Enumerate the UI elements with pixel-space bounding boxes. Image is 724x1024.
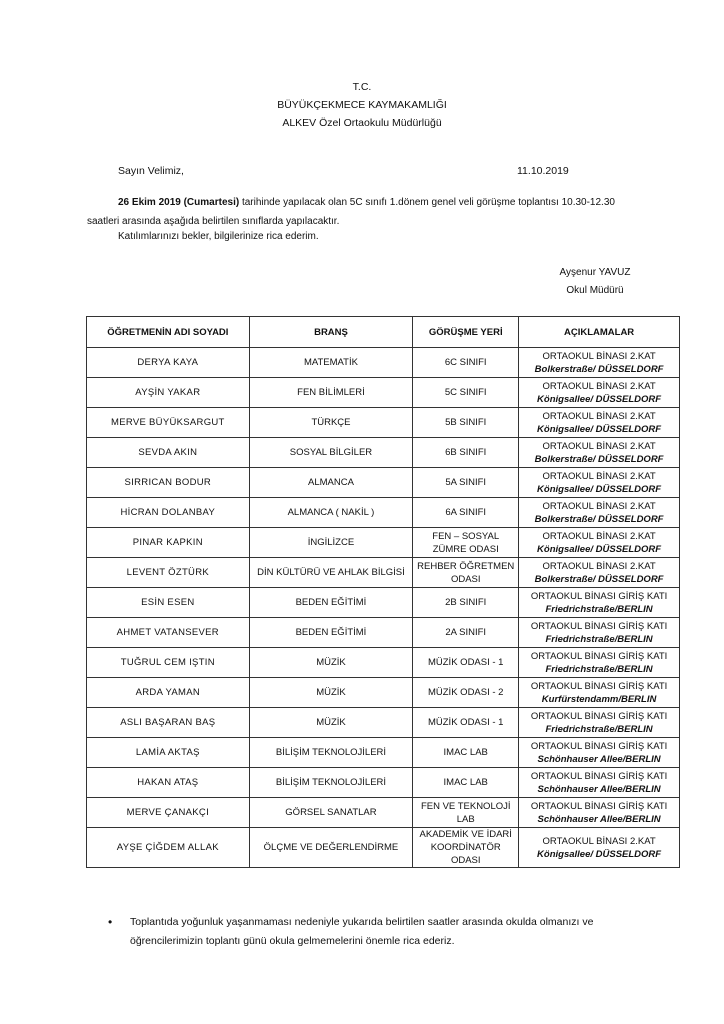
building-floor-text: ORTAOKUL BİNASI GİRİŞ KATI [530,650,668,662]
branch-cell: DİN KÜLTÜRÜ VE AHLAK BİLGİSİ [249,558,413,588]
meeting-place-cell: AKADEMİK VE İDARİ KOORDİNATÖR ODASI [413,828,519,868]
table-row [87,558,680,588]
branch-cell: SOSYAL BİLGİLER [249,438,413,468]
branch-cell: BİLİŞİM TEKNOLOJİLERİ [249,768,413,798]
building-floor-text: ORTAOKUL BİNASI GİRİŞ KATI [530,710,668,722]
table-row [87,528,680,558]
teacher-name-cell: ARDA YAMAN [87,678,250,708]
street-city-text: Friedrichstraße/BERLIN [545,723,653,735]
teacher-name-cell: AYŞİN YAKAR [87,378,250,408]
street-city-text: Königsallee/ DÜSSELDORF [537,483,662,495]
body-paragraph [87,193,627,231]
bullet-marker: • [108,915,113,929]
closing-line: Katılımlarınızı bekler, bilgilerinize rica ederim. [118,231,319,242]
building-floor-text: ORTAOKUL BİNASI GİRİŞ KATI [530,620,668,632]
branch-cell: ALMANCA ( NAKİL ) [249,498,413,528]
building-floor-text: ORTAOKUL BİNASI 2.KAT [542,530,656,542]
building-floor-text: ORTAOKUL BİNASI GİRİŞ KATI [530,680,668,692]
notes-cell [519,648,680,678]
teacher-name-cell: SIRRICAN BODUR [87,468,250,498]
branch-cell: BEDEN EĞİTİMİ [249,618,413,648]
building-floor-text: ORTAOKUL BİNASI 2.KAT [542,560,656,572]
meeting-place-cell: 5B SINIFI [413,408,519,438]
building-floor-text: ORTAOKUL BİNASI 2.KAT [542,350,656,362]
street-city-text: Königsallee/ DÜSSELDORF [537,393,662,405]
street-city-text: Schönhauser Allee/BERLIN [537,753,661,765]
branch-cell: GÖRSEL SANATLAR [249,798,413,828]
street-city-text: Friedrichstraße/BERLIN [545,603,653,615]
building-floor-text: ORTAOKUL BİNASI 2.KAT [542,380,656,392]
street-city-text: Königsallee/ DÜSSELDORF [537,848,662,860]
teacher-name-cell: LAMİA AKTAŞ [87,738,250,768]
meeting-place-cell: 5C SINIFI [413,378,519,408]
notes-cell [519,828,680,868]
letterhead-line-2: BÜYÜKÇEKMECE KAYMAKAMLIĞI [277,99,447,111]
table-row [87,468,680,498]
teacher-name-cell: HAKAN ATAŞ [87,768,250,798]
table-row [87,618,680,648]
signature-block [530,264,660,300]
branch-cell: TÜRKÇE [249,408,413,438]
meeting-date-bold: 26 Ekim 2019 (Cumartesi) [118,197,240,208]
street-city-text: Bolkerstraße/ DÜSSELDORF [534,573,664,585]
branch-cell: İNGİLİZCE [249,528,413,558]
teacher-name-cell: MERVE ÇANAKÇI [87,798,250,828]
note-bullet-item [108,913,628,951]
building-floor-text: ORTAOKUL BİNASI GİRİŞ KATI [530,740,668,752]
meeting-place-cell: MÜZİK ODASI - 1 [413,708,519,738]
table-row [87,378,680,408]
column-header-teacher: ÖĞRETMENİN ADI SOYADI [87,317,250,348]
street-city-text: Königsallee/ DÜSSELDORF [537,423,662,435]
letter-date: 11.10.2019 [517,165,569,177]
teacher-name-cell: HİCRAN DOLANBAY [87,498,250,528]
street-city-text: Friedrichstraße/BERLIN [545,663,653,675]
meeting-place-cell: 6B SINIFI [413,438,519,468]
building-floor-text: ORTAOKUL BİNASI 2.KAT [542,440,656,452]
meeting-place-cell: FEN – SOSYAL ZÜMRE ODASI [413,528,519,558]
meeting-place-cell: 2B SINIFI [413,588,519,618]
meeting-place-cell: 2A SINIFI [413,618,519,648]
street-city-text: Bolkerstraße/ DÜSSELDORF [534,513,664,525]
building-floor-text: ORTAOKUL BİNASI 2.KAT [542,410,656,422]
table-row [87,768,680,798]
branch-cell: ÖLÇME VE DEĞERLENDİRME [249,828,413,868]
teacher-name-cell: TUĞRUL CEM IŞTIN [87,648,250,678]
letterhead [0,78,724,132]
signatory-name: Ayşenur YAVUZ [559,267,631,278]
building-floor-text: ORTAOKUL BİNASI 2.KAT [542,470,656,482]
branch-cell: BEDEN EĞİTİMİ [249,588,413,618]
branch-cell: MÜZİK [249,708,413,738]
notes-cell [519,798,680,828]
branch-cell: MÜZİK [249,678,413,708]
street-city-text: Königsallee/ DÜSSELDORF [537,543,662,555]
notes-cell [519,708,680,738]
table-row [87,708,680,738]
meeting-place-cell: MÜZİK ODASI - 2 [413,678,519,708]
note-text: Toplantıda yoğunluk yaşanmaması nedeniyle yukarıda belirtilen saatler arasında okulda olmanızı ve öğrencilerimizin toplantı günü okula gelmemelerini önemle rica ederiz. [130,916,594,947]
notes-cell [519,678,680,708]
notes-cell [519,768,680,798]
meeting-place-cell: FEN VE TEKNOLOJİ LAB [413,798,519,828]
teacher-name-cell: AYŞE ÇİĞDEM ALLAK [87,828,250,868]
table-row [87,408,680,438]
column-header-branch: BRANŞ [249,317,413,348]
street-city-text: Kurfürstendamm/BERLIN [541,693,657,705]
building-floor-text: ORTAOKUL BİNASI GİRİŞ KATI [530,590,668,602]
teacher-name-cell: SEVDA AKIN [87,438,250,468]
meeting-place-cell: IMAC LAB [413,738,519,768]
teacher-name-cell: AHMET VATANSEVER [87,618,250,648]
meeting-place-cell: MÜZİK ODASI - 1 [413,648,519,678]
body-paragraph-text: tarihinde yapılacak olan 5C sınıfı 1.dönem genel veli görüşme toplantısı 10.30-12.30 saatleri arasında aşağıda belirtilen sınıflarda yapılacaktır. [87,197,615,227]
table-row [87,438,680,468]
table-row [87,828,680,868]
street-city-text: Schönhauser Allee/BERLIN [537,813,661,825]
notes-cell [519,528,680,558]
street-city-text: Bolkerstraße/ DÜSSELDORF [534,453,664,465]
salutation: Sayın Velimiz, [118,165,184,177]
teacher-name-cell: ASLI BAŞARAN BAŞ [87,708,250,738]
teacher-name-cell: MERVE BÜYÜKSARGUT [87,408,250,438]
table-row [87,348,680,378]
letterhead-line-3: ALKEV Özel Ortaokulu Müdürlüğü [282,117,442,129]
building-floor-text: ORTAOKUL BİNASI GİRİŞ KATI [530,770,668,782]
table-row [87,738,680,768]
table-body [87,348,680,868]
notes-cell [519,588,680,618]
table-row [87,588,680,618]
branch-cell: MATEMATİK [249,348,413,378]
building-floor-text: ORTAOKUL BİNASI 2.KAT [542,835,656,847]
table-header-row [87,317,680,348]
branch-cell: FEN BİLİMLERİ [249,378,413,408]
table-row [87,678,680,708]
meeting-schedule-table [86,316,680,868]
meeting-place-cell: 6A SINIFI [413,498,519,528]
letterhead-line-1: T.C. [352,81,372,93]
meeting-place-cell: REHBER ÖĞRETMEN ODASI [413,558,519,588]
column-header-notes: AÇIKLAMALAR [519,317,680,348]
notes-cell [519,558,680,588]
meeting-place-cell: IMAC LAB [413,768,519,798]
notes-cell [519,738,680,768]
teacher-name-cell: ESİN ESEN [87,588,250,618]
meeting-place-cell: 5A SINIFI [413,468,519,498]
building-floor-text: ORTAOKUL BİNASI GİRİŞ KATI [530,800,668,812]
branch-cell: ALMANCA [249,468,413,498]
table-row [87,498,680,528]
notes-cell [519,438,680,468]
street-city-text: Schönhauser Allee/BERLIN [537,783,661,795]
table-row [87,798,680,828]
notes-cell [519,348,680,378]
teacher-name-cell: DERYA KAYA [87,348,250,378]
meeting-place-cell: 6C SINIFI [413,348,519,378]
notes-cell [519,468,680,498]
signatory-title: Okul Müdürü [566,285,624,296]
street-city-text: Bolkerstraße/ DÜSSELDORF [534,363,664,375]
street-city-text: Friedrichstraße/BERLIN [545,633,653,645]
notes-cell [519,618,680,648]
building-floor-text: ORTAOKUL BİNASI 2.KAT [542,500,656,512]
column-header-place: GÖRÜŞME YERİ [413,317,519,348]
notes-cell [519,498,680,528]
table-row [87,648,680,678]
teacher-name-cell: LEVENT ÖZTÜRK [87,558,250,588]
teacher-name-cell: PINAR KAPKIN [87,528,250,558]
branch-cell: MÜZİK [249,648,413,678]
notes-cell [519,378,680,408]
branch-cell: BİLİŞİM TEKNOLOJİLERİ [249,738,413,768]
notes-cell [519,408,680,438]
